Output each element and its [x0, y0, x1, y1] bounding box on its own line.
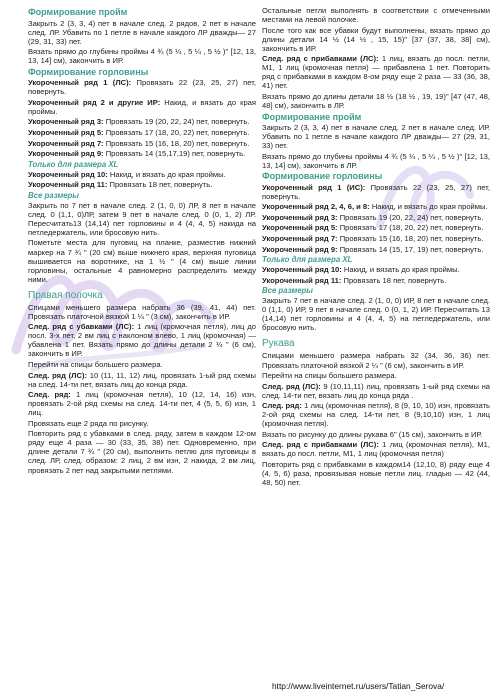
row-label: Укороченный ряд 1 (ЛС): [28, 78, 132, 88]
left-column [28, 6, 256, 476]
paragraph [28, 170, 256, 179]
row-text: Провязать 22 (23, 25, 27) пет, повернуть. [262, 182, 490, 201]
row-label: Укороченный ряд 9: [262, 244, 338, 254]
paragraph [28, 128, 256, 137]
row-text: Накид, и вязать до края проймы. [28, 97, 256, 116]
paragraph: Спицами меньшего размера набрать 32 (34, 36, 36) пет. Провязать платочной вязкой 2 ¼ " (6 см), закончить в ИР. [262, 351, 490, 370]
paragraph [28, 322, 256, 358]
row-text: Провязать 18 пет, повернуть. [107, 180, 213, 190]
paragraph [262, 265, 490, 274]
row-label: След. ряд (ЛС): [262, 381, 321, 391]
section-heading: Формирование пройм [28, 7, 128, 17]
row-label: Укороченный ряд 11: [262, 275, 342, 285]
paragraph [262, 245, 490, 254]
paragraph: Перейти на спицы большего размера. [28, 360, 163, 369]
row-text: Провязать 15 (16, 18, 20) пет, повернуть. [337, 233, 484, 243]
subheading: Только для размера XL [262, 255, 353, 265]
row-text: Провязать 19 (20, 22, 24) пет, повернуть. [103, 117, 250, 127]
row-label: След. ряд с прибавками (ЛС): [262, 54, 379, 64]
paragraph [262, 401, 490, 428]
paragraph [262, 183, 490, 201]
paragraph [28, 139, 256, 148]
row-label: Укороченный ряд 3: [28, 117, 104, 127]
row-text: Провязать 17 (18, 20, 22) пет, повернуть. [337, 223, 484, 233]
paragraph: Провязать еще 2 ряда по рисунку. [28, 418, 149, 428]
row-text: Провязать 22 (23, 25, 27) пет, повернуть. [28, 78, 256, 97]
row-text: Провязать 18 пет, повернуть. [341, 275, 447, 285]
section-title: Правая полочка [28, 289, 103, 301]
section-heading: Формирование горловины [28, 66, 149, 77]
paragraph [28, 390, 256, 417]
section-heading: Формирование пройм [262, 111, 362, 122]
row-label: Укороченный ряд 11: [28, 180, 108, 190]
subheading: Только для размера XL [28, 159, 119, 169]
paragraph [262, 54, 490, 90]
row-text: Провязать 15 (16, 18, 20) пет, повернуть. [103, 138, 250, 148]
row-text: Провязать 14 (15, 17, 19) пет, повернуть. [337, 244, 484, 254]
right-column [262, 6, 490, 489]
paragraph [28, 78, 256, 96]
row-label: Укороченный ряд 7: [262, 233, 338, 243]
row-label: Укороченный ряд 5: [262, 223, 338, 233]
paragraph: Спицами меньшего размера набрать 36 (39, 41, 44) пет. Провязать платочной вязкой 1 ¼ " (3 см), закончить в ИР. [28, 302, 256, 321]
row-label: Укороченный ряд 1 (ИС): [262, 182, 366, 192]
row-label: След. ряд: [28, 390, 71, 400]
row-text: 1 лиц (кромочная петля), 8 (9, 10, 10) изн, провязать 2-ой ряд схемы на след. 14-ти пет, 8 (9,10,10) изн, 1 лиц (кромочная петля). [262, 401, 490, 429]
paragraph [28, 371, 256, 389]
paragraph [262, 213, 490, 222]
paragraph: Закрыть 2 (3, 3, 4) пет в начале след. 2 пет в начале след. ИР. Убавить по 1 петле в начале каждого ЛР дважды— 27 (29, 31, 33) пет. [262, 123, 490, 151]
paragraph: Вязать по рисунку до длины рукава 6" (15 см), закончить в ИР. [262, 429, 483, 439]
paragraph: Закрыть по 7 пет в начале след. 2 (1, 0, 0) ЛР, 8 пет в начале след. 0 (1,1, 0)ЛР, затем 9 пет в начале след. 0 (0, 1, 2) ЛР. Пересчитать13 (14,14) пет горловины и 4 (4, 4, 5) накида на петледержатель, или бросовую нить. [28, 200, 256, 237]
paragraph: Повторить ряд с прибавками в каждом14 (12,10, 8) ряду еще 4 (4, 5, 6) раза, провязывая новые петли лиц. гладью — 42 (44, 48, 50) пет. [262, 459, 490, 488]
source-url-link[interactable]: http://www.liveinternet.ru/users/Tatian_Serova/ [272, 681, 445, 691]
paragraph: Вязать прямо до глубины проймы 4 ¾ (5 ¼ , 5 ¼ , 5 ½ )" [12, 13, 13, 14] см), закончить в ИР. [28, 47, 256, 66]
subheading: Все размеры [28, 190, 79, 200]
paragraph: Остальные петли выполнять в соответствии с отмеченными местами на левой полочке. [262, 6, 490, 25]
paragraph: Закрыть 7 пет в начале след. 2 (1, 0, 0) ИР, 8 пет в начале след. 0 (1,1, 0) ИР, 9 пет в начале след. 0 (0, 1, 2) ИР. Пересчитать 13 (14,14) пет горловины и 4 (4, 4, 5) на петледержатель, или бросовую нить. [262, 296, 490, 333]
row-label: Укороченный ряд 9: [28, 149, 104, 159]
paragraph [28, 149, 256, 158]
row-label: Укороченный ряд 7: [28, 138, 104, 148]
paragraph [262, 234, 490, 243]
row-text: 9 (10,11,11) лиц, провязать 1-ый ряд схемы на след. 14-ти пет, вязать лиц до конца ряда . [262, 381, 490, 400]
row-text: Накид, и вязать до края проймы. [369, 202, 488, 212]
row-text: 1 лиц (кромочная петля), 10 (12, 14, 16) изн, провязать 2-ой ряд схемы на след. 14-ти пет, 4 (5, 5, 6) изн, 1 лиц. [28, 390, 256, 418]
row-label: След. ряд: [262, 401, 302, 411]
paragraph: Перейти на спицы большего размера. [262, 371, 397, 381]
paragraph [262, 382, 490, 400]
paragraph: Вязать прямо до длины детали 18 ½ (18 ½ , 19, 19)" [47 (47, 48, 48] см), закончить в ЛР. [262, 91, 490, 110]
paragraph [262, 223, 490, 232]
paragraph [28, 117, 256, 126]
paragraph [262, 276, 490, 285]
subheading: Все размеры [262, 286, 313, 296]
paragraph: После того как все убавки будут выполнены, вязать прямо до длины детали 14 ½ (14 ½ , 15, 15)" [37 (37, 38, 38] см), закончить в ИР. [262, 25, 490, 53]
row-text: Провязать 17 (18, 20, 22) пет, повернуть. [103, 127, 250, 137]
paragraph [28, 180, 256, 189]
paragraph: Закрыть 2 (3, 3, 4) пет в начале след. 2 рядов, 2 пет в начале след. ЛР. Убавить по 1 петле в начале каждого ЛР дважды— 27 (29, 31, 33) пет. [28, 18, 256, 46]
row-text: Провязать 19 (20, 22, 24) пет, повернуть. [337, 212, 484, 222]
row-text: Провязать 14 (15,17,19) пет, повернуть. [103, 149, 246, 159]
row-text: Накид, и вязать до края проймы. [341, 265, 460, 275]
row-label: След. ряд с убавками (ЛС): [28, 322, 135, 332]
section-title: Рукава [262, 338, 295, 350]
paragraph [28, 98, 256, 116]
row-label: След. ряд с прибавками (ЛС): [262, 440, 379, 450]
paragraph [262, 440, 490, 458]
row-text: Накид, и вязать до края проймы. [107, 169, 226, 179]
row-label: Укороченный ряд 10: [262, 265, 342, 275]
paragraph [262, 202, 490, 211]
row-text: 1 лиц (кромочная петля), лиц до посл. 3-х пет, 2 вм лиц с наклоном влево, 1 лиц (кромочная) — убавлена 1 пет. Вязать прямо до длины детали 2 ¼ " (6 см), закончить в ИР. [28, 322, 256, 359]
row-text: 1 лиц (кромочная петля), М1, вязать до посл. петли, М1, 1 лиц (кромочная петля) [262, 440, 490, 459]
paragraph: Пометьте места для пуговиц на планке, разместив нижний маркер на 7 ¾ " (20 см) выше нижнего края, верхняя пуговица вышивается на воротнике, на 1 ½ " (4 см) выше линии горловины, остальные 4 равномерно распределить между ними. [28, 238, 256, 284]
section-heading: Формирование горловины [262, 171, 383, 182]
row-label: Укороченный ряд 3: [262, 212, 338, 222]
row-text: 10 (11, 11, 12) лиц, провязать 1-ый ряд схемы на след. 14-ти пет, вязать лиц до конца ряда. [28, 370, 256, 389]
row-label: Укороченный ряд 2 и другие ИР: [28, 97, 161, 107]
row-label: След. ряд (ЛС): [28, 370, 88, 380]
paragraph: Повторить ряд с убавками в след. ряду, затем в каждом 12-ом ряду еще 4 раза — 30 (33, 35, 38) пет. Одновременно, при длине детали 7 ¾ " (20 см), выполнить петлю для пуговицы в след. ЛР, след. образом: 2 лиц, 2 вм изн, 2 накида, 2 вм лиц, провязать 2 пет над закрытыми петлями. [28, 429, 256, 475]
row-label: Укороченный ряд 5: [28, 127, 104, 137]
row-label: Укороченный ряд 2, 4, 6, и 8: [262, 202, 370, 212]
row-text: 1 лиц, вязать до посл. петли, М1, 1 лиц (кромочная петля) — прибавлена 1 пет. Повторить ряд с прибавками в каждом 8-ом ряду еще 2 раза — 33 (36, 38, 41) пет. [262, 54, 490, 91]
paragraph: Вязать прямо до глубины проймы 4 ¾ (5 ¼ , 5 ¼ , 5 ½ )" [12, 13, 13, 14] см), закончить в ЛР. [262, 151, 490, 170]
row-label: Укороченный ряд 10: [28, 169, 108, 179]
